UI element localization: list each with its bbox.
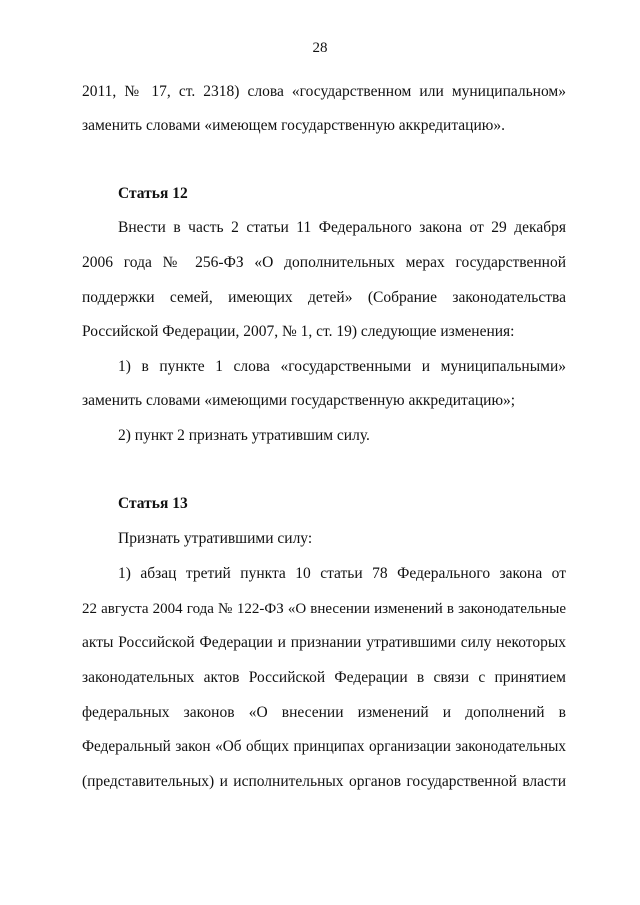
text-line: федеральных законов «О внесении изменений и дополнений в (82, 704, 566, 721)
text-line: Признать утратившими силу: (118, 530, 313, 547)
text-line: (представительных) и исполнительных органов государственной власти (82, 773, 566, 790)
text-line: 1) в пункте 1 слова «государственными и муниципальными» (118, 358, 566, 375)
text-line: 22 августа 2004 года № 122-ФЗ «О внесении изменений в законодательные (82, 601, 566, 617)
article-heading-12: Статья 12 (118, 185, 188, 202)
text-line: акты Российской Федерации и признании утратившими силу некоторых (82, 634, 566, 651)
text-line: поддержки семей, имеющих детей» (Собрание законодательства (82, 289, 566, 306)
text-line: Российской Федерации, 2007, № 1, ст. 19) следующие изменения: (82, 323, 515, 340)
text-line: Федеральный закон «Об общих принципах организации законодательных (82, 738, 566, 755)
text-line: заменить словами «имеющими государственную аккредитацию»; (82, 392, 516, 409)
page-number: 28 (312, 40, 328, 56)
text-line: 2006 года № 256-ФЗ «О дополнительных мерах государственной (82, 254, 566, 271)
text-line: заменить словами «имеющем государственную аккредитацию». (82, 117, 505, 134)
text-line: 2011, № 17, ст. 2318) слова «государственном или муниципальном» (82, 83, 566, 100)
text-line: Внести в часть 2 статьи 11 Федерального закона от 29 декабря (118, 219, 566, 236)
article-heading-13: Статья 13 (118, 495, 188, 512)
text-line: законодательных актов Российской Федерации в связи с принятием (82, 669, 566, 686)
text-line: 1) абзац третий пункта 10 статьи 78 Федерального закона от (118, 565, 566, 582)
text-line: 2) пункт 2 признать утратившим силу. (118, 427, 370, 444)
